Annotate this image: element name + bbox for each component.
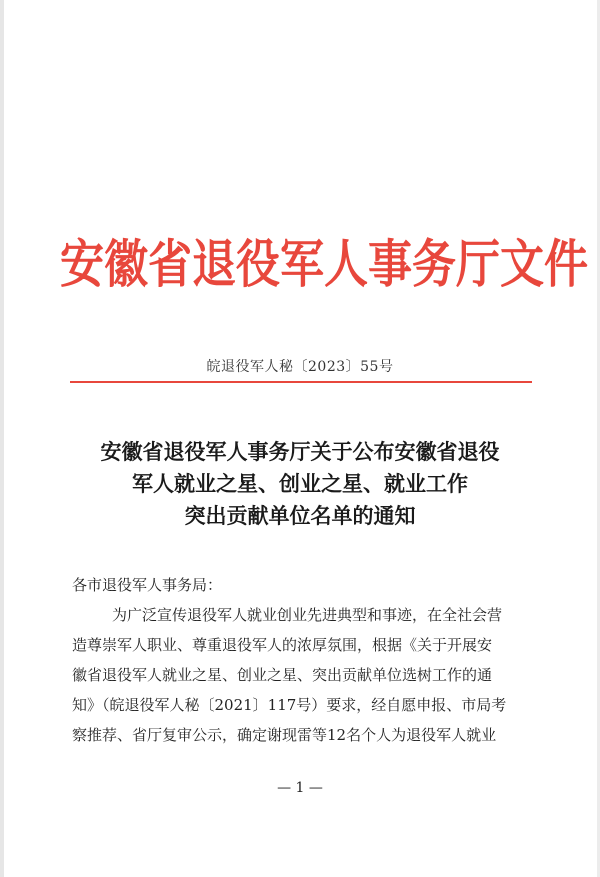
body-line: 造尊崇军人职业、尊重退役军人的浓厚氛围，根据《关于开展安 <box>72 636 493 654</box>
body-line: 徽省退役军人就业之星、创业之星、突出贡献单位选树工作的通 <box>72 666 493 684</box>
red-divider-line <box>70 381 532 383</box>
body-line: 为广泛宣传退役军人就业创业先进典型和事迹，在全社会营 <box>112 606 503 624</box>
scan-edge-left <box>0 0 4 877</box>
body-line: 知》（皖退役军人秘〔2021〕117号）要求，经自愿申报、市局考 <box>72 696 507 714</box>
recipient-line: 各市退役军人事务局： <box>72 576 223 594</box>
body-paragraph <box>72 600 538 750</box>
body-line: 察推荐、省厅复审公示，确定谢现雷等12名个人为退役军人就业 <box>72 726 497 744</box>
notice-title-line: 军人就业之星、创业之星、就业工作 <box>132 471 468 496</box>
document-header-title: 安徽省退役军人事务厅文件 <box>60 234 588 296</box>
notice-title-line: 安徽省退役军人事务厅关于公布安徽省退役 <box>100 439 500 464</box>
notice-title-line: 突出贡献单位名单的通知 <box>184 503 416 528</box>
notice-title <box>40 436 560 532</box>
page-number: — 1 — <box>277 780 323 796</box>
document-number: 皖退役军人秘〔2023〕55号 <box>206 359 394 375</box>
